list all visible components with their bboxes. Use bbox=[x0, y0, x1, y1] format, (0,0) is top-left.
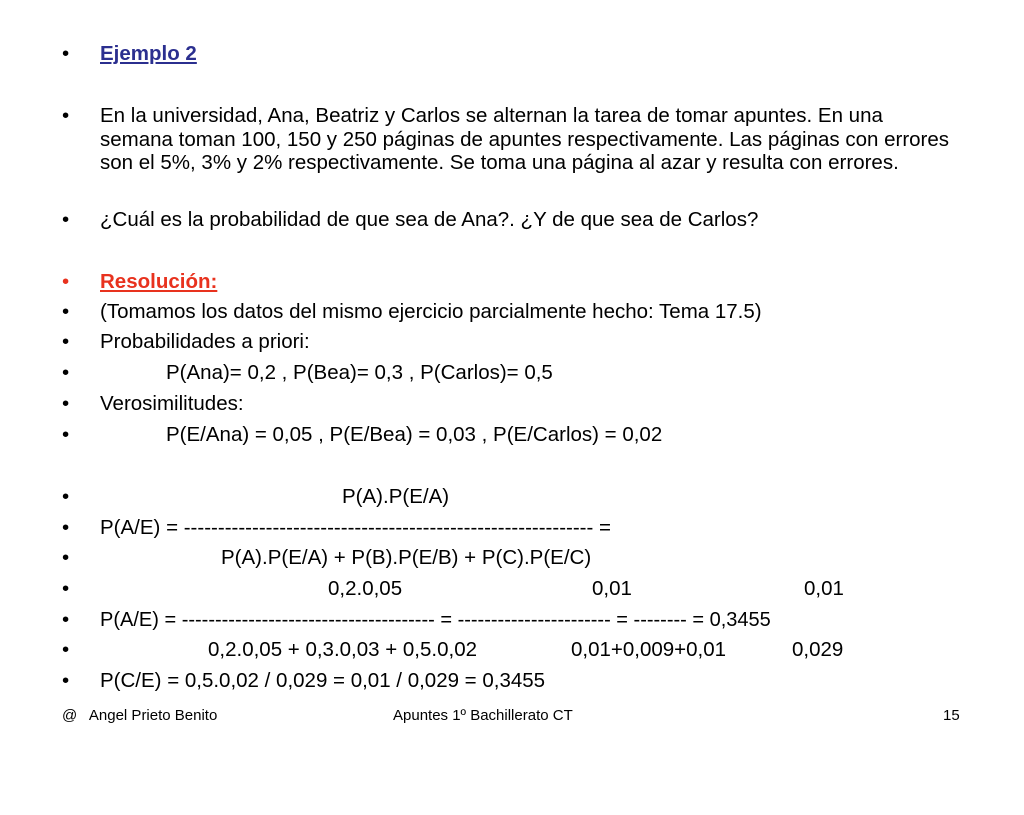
footer-course: Apuntes 1º Bachillerato CT bbox=[393, 707, 573, 724]
carlos-result-row bbox=[0, 666, 546, 696]
likelihood-values-row bbox=[0, 420, 663, 450]
calc-lhs: P(A/E) = -------------------------------------- = ----------------------- = -------- = 0,3455 bbox=[100, 609, 771, 631]
bullet: • bbox=[62, 638, 70, 661]
calc-numerator-1: 0,2.0,05 bbox=[328, 577, 403, 600]
title-row bbox=[0, 39, 197, 69]
bullet: • bbox=[62, 423, 70, 446]
calc-numerator-2: 0,01 bbox=[592, 577, 632, 600]
bullet: • bbox=[62, 208, 70, 231]
bullet: • bbox=[62, 392, 70, 415]
calc-denominator-row bbox=[0, 635, 844, 665]
bullet: • bbox=[62, 485, 70, 508]
formula-lhs-row bbox=[0, 513, 611, 543]
data-note-row bbox=[0, 297, 762, 327]
formula-numerator-row bbox=[0, 482, 450, 512]
data-note: (Tomamos los datos del mismo ejercicio parcialmente hecho: Tema 17.5) bbox=[100, 300, 762, 323]
likelihood-label: Verosimilitudes: bbox=[100, 392, 244, 415]
resolution-title: Resolución: bbox=[100, 270, 218, 293]
priors-values-row bbox=[0, 358, 553, 388]
slide-title[interactable]: Ejemplo 2 bbox=[100, 42, 197, 65]
calc-denominator-3: 0,029 bbox=[792, 638, 844, 661]
bullet: • bbox=[62, 300, 70, 323]
footer-page-number: 15 bbox=[943, 707, 960, 724]
question-row bbox=[0, 205, 759, 235]
problem-text: En la universidad, Ana, Beatriz y Carlos se alternan la tarea de tomar apuntes. En una semana toman 100, 150 y 250 páginas de apuntes respectivamente. Las páginas con errores son el 5%, 3% y 2% respectivamente. Se toma una página al azar y resulta con errores. bbox=[100, 104, 950, 174]
bullet: • bbox=[62, 104, 70, 127]
calc-numerator-row bbox=[0, 574, 844, 604]
carlos-result: P(C/E) = 0,5.0,02 / 0,029 = 0,01 / 0,029 = 0,3455 bbox=[100, 669, 546, 692]
priors-label: Probabilidades a priori: bbox=[100, 330, 310, 353]
bullet: • bbox=[62, 42, 70, 65]
bullet: • bbox=[62, 546, 70, 569]
calc-numerator-3: 0,01 bbox=[804, 577, 844, 600]
calc-denominator-1: 0,2.0,05 + 0,3.0,03 + 0,5.0,02 bbox=[208, 638, 478, 661]
likelihood-label-row bbox=[0, 389, 244, 419]
bullet: • bbox=[62, 608, 70, 631]
bullet: • bbox=[62, 516, 70, 539]
footer-author: @ Angel Prieto Benito bbox=[62, 707, 218, 724]
calc-denominator-2: 0,01+0,009+0,01 bbox=[571, 638, 727, 661]
bullet: • bbox=[62, 330, 70, 353]
problem-row bbox=[0, 101, 950, 211]
likelihood-values: P(E/Ana) = 0,05 , P(E/Bea) = 0,03 , P(E/Carlos) = 0,02 bbox=[166, 423, 663, 446]
question-text: ¿Cuál es la probabilidad de que sea de Ana?. ¿Y de que sea de Carlos? bbox=[100, 208, 759, 231]
formula-denominator: P(A).P(E/A) + P(B).P(E/B) + P(C).P(E/C) bbox=[221, 546, 592, 569]
priors-values: P(Ana)= 0,2 , P(Bea)= 0,3 , P(Carlos)= 0,5 bbox=[166, 361, 553, 384]
formula-numerator: P(A).P(E/A) bbox=[342, 485, 450, 508]
bullet: • bbox=[62, 270, 70, 293]
bullet: • bbox=[62, 669, 70, 692]
bullet: • bbox=[62, 577, 70, 600]
formula-denominator-row bbox=[0, 543, 592, 573]
formula-lhs: P(A/E) = ------------------------------------------------------------ = bbox=[100, 516, 611, 539]
calc-lhs-row bbox=[0, 605, 771, 635]
bullet: • bbox=[62, 361, 70, 384]
resolution-row bbox=[0, 267, 218, 297]
priors-label-row bbox=[0, 327, 310, 357]
